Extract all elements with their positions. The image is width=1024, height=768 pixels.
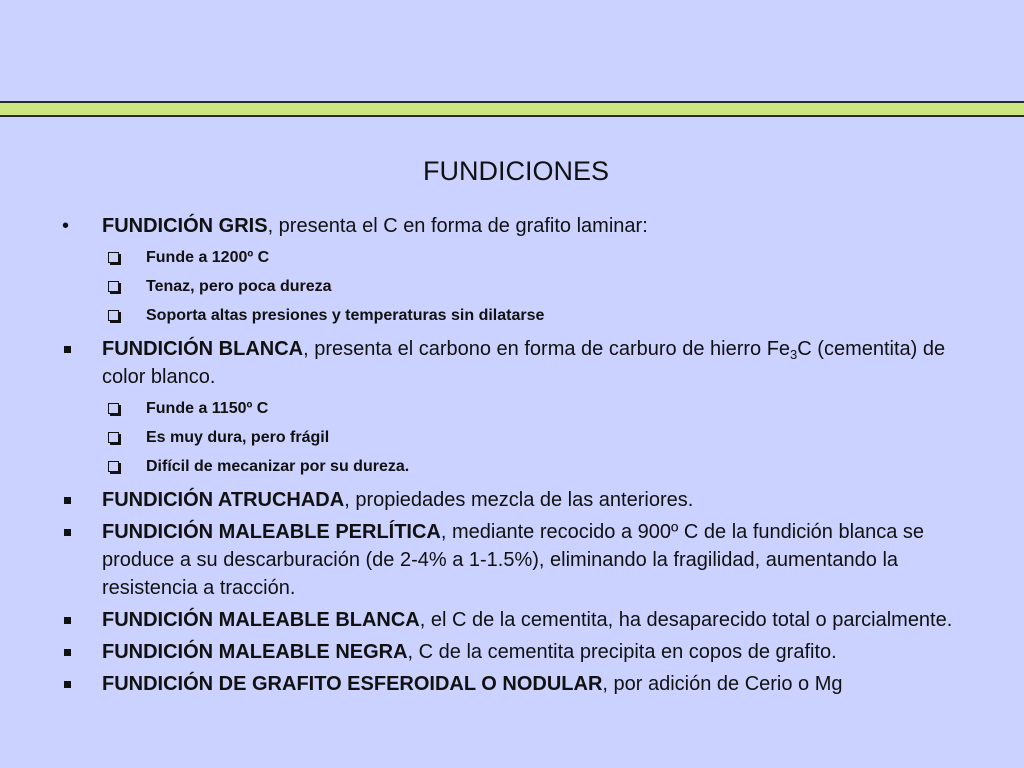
checkbox-bullet-icon xyxy=(108,252,119,263)
header-band xyxy=(0,101,1024,117)
checkbox-bullet-icon xyxy=(108,403,119,414)
sub-item: Soporta altas presiones y temperaturas sin dilatarse xyxy=(60,306,980,326)
slide-title: FUNDICIONES xyxy=(422,156,609,186)
list-item-fundicion-blanca: FUNDICIÓN BLANCA, presenta el carbono en forma de carburo de hierro $Fe_3C$ (cementita) de color blanco. xyxy=(102,338,946,388)
list-item-fundicion-maleable-blanca: FUNDICIÓN MALEABLE BLANCA, el C de la cementita, ha desaparecido total o parcialmente. xyxy=(102,609,953,631)
checkbox-bullet-icon xyxy=(108,461,119,472)
checkbox-bullet-icon xyxy=(108,432,119,443)
sublist-gris xyxy=(60,248,980,326)
checkbox-bullet-icon xyxy=(108,310,119,321)
checkbox-bullet-icon xyxy=(108,281,119,292)
sublist-blanca xyxy=(60,399,980,477)
sub-item: Es muy dura, pero frágil xyxy=(60,428,980,448)
slide-content xyxy=(60,212,980,702)
list-item-fundicion-gris: FUNDICIÓN GRIS, presenta el C en forma de grafito laminar: xyxy=(102,215,648,237)
sub-item: Funde a 1150º C xyxy=(60,399,980,419)
sub-item: Funde a 1200º C xyxy=(60,248,980,268)
sub-item: Tenaz, pero poca dureza xyxy=(60,277,980,297)
sub-item: Difícil de mecanizar por su dureza. xyxy=(60,457,980,477)
list-item-fundicion-grafito-esferoidal: FUNDICIÓN DE GRAFITO ESFEROIDAL O NODULAR, por adición de Cerio o Mg xyxy=(102,673,843,695)
list-item-fundicion-maleable-perlitica: FUNDICIÓN MALEABLE PERLÍTICA, mediante recocido a 900º C de la fundición blanca se produce a su descarburación (de 2-4% a 1-1.5%), eliminando la fragilidad, aumentando la resistencia a tracción. xyxy=(102,521,925,599)
list-item-fundicion-atruchada: FUNDICIÓN ATRUCHADA, propiedades mezcla de las anteriores. xyxy=(102,489,694,511)
list-item-fundicion-maleable-negra: FUNDICIÓN MALEABLE NEGRA, C de la cementita precipita en copos de grafito. xyxy=(102,641,837,663)
